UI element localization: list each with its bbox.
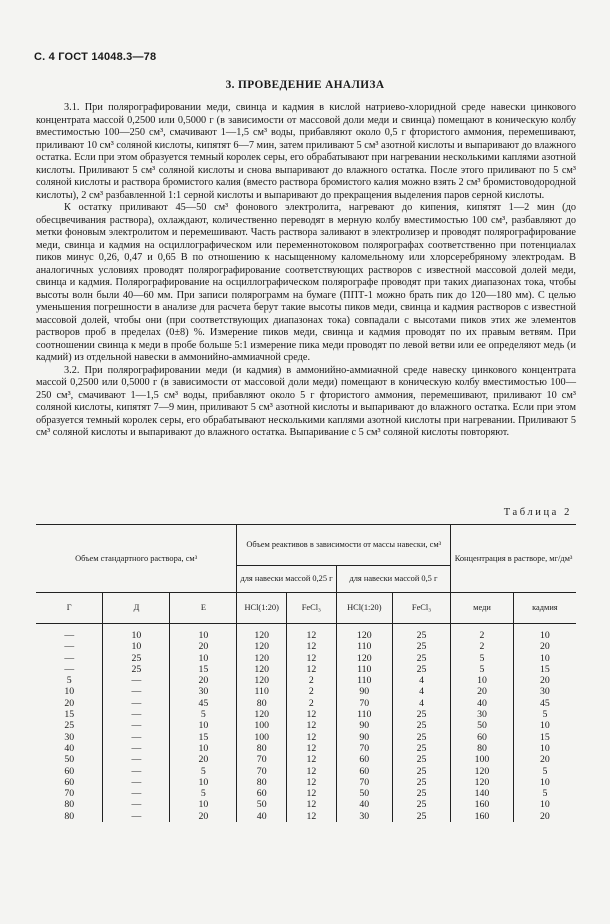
- table-cell: 70: [237, 766, 287, 777]
- table-cell: 80: [451, 743, 514, 754]
- table-cell: 50: [64, 754, 75, 766]
- table-cell: 10: [64, 686, 75, 698]
- table-cell: 120: [237, 641, 287, 652]
- table-cell: 140: [451, 788, 514, 799]
- table-cell: —: [64, 663, 75, 675]
- table-cell: 100: [237, 720, 287, 731]
- table-row: [36, 788, 576, 799]
- table-row: [36, 664, 576, 675]
- table-cell: 25: [392, 799, 450, 810]
- table-cell: 25: [392, 653, 450, 664]
- table-cell: 25: [392, 777, 450, 788]
- table-cell: 5: [170, 766, 237, 777]
- table-cell: 60: [64, 765, 75, 777]
- table-cell: 12: [287, 811, 337, 822]
- table-cell: 20: [170, 754, 237, 765]
- table-cell: 40: [336, 799, 392, 810]
- table-cell: 25: [392, 624, 450, 642]
- table-cell: —: [103, 777, 170, 788]
- table-cell: 160: [451, 811, 514, 822]
- table-cell: 120: [451, 777, 514, 788]
- table-cell: 40: [451, 698, 514, 709]
- table-cell: 10: [513, 799, 576, 810]
- table-cell: 12: [287, 799, 337, 810]
- table-cell: 10: [513, 743, 576, 754]
- table-cell: 30: [451, 709, 514, 720]
- table-cell: 25: [103, 653, 170, 664]
- table-cell: 5: [513, 788, 576, 799]
- table-row: [36, 698, 576, 709]
- table-row: [36, 675, 576, 686]
- col-header: HCl(1:20): [336, 593, 392, 624]
- table-cell: —: [103, 698, 170, 709]
- table-cell: 10: [103, 641, 170, 652]
- table-cell: 12: [287, 664, 337, 675]
- table-cell: 12: [287, 766, 337, 777]
- table-cell: —: [103, 811, 170, 822]
- table-cell: —: [103, 754, 170, 765]
- table-cell: 80: [237, 743, 287, 754]
- table-cell: 12: [287, 641, 337, 652]
- table-cell: 12: [287, 732, 337, 743]
- table-cell: 12: [287, 743, 337, 754]
- table-cell: 2: [287, 686, 337, 697]
- table-cell: —: [103, 709, 170, 720]
- table-cell: 45: [170, 698, 237, 709]
- table-cell: 70: [336, 777, 392, 788]
- paragraph: 3.2. При полярографировании меди (и кадмия) в аммонийно-аммиачной среде навеску цинкового концентрата массой 0,2500 или 0,5000 г (в зависимости от массовой доли меди) помещают в коническую колбу вместимостью 100—250 см³, смачивают 1—1,5 см³ воды, прибавляют около 5 г фтористого аммония, перемешивают, приливают 10 см³ соляной кислоты, кипятят 7—9 мин, приливают 5 см³ азотной кислоты и выпаривают до влажного остатка. Если при этом образуется темный королек серы, его обрабатывают несколькими каплями азотной кислоты при нагревании. Приливают 5 см³ соляной кислоты и выпаривают до влажного остатка. Выпаривание с 5 см³ соляной кислоты повторяют.: [36, 364, 576, 438]
- header-sample-025: для навески массой 0,25 г: [237, 566, 336, 593]
- table-cell: 70: [336, 743, 392, 754]
- table-cell: 12: [287, 653, 337, 664]
- header-concentration: Концентрация в растворе, мг/дм³: [451, 525, 576, 593]
- header-sample-05: для навески массой 0,5 г: [336, 566, 450, 593]
- table-cell: 120: [237, 653, 287, 664]
- table-cell: 10: [513, 653, 576, 664]
- table-cell: 12: [287, 624, 337, 642]
- table-cell: 10: [451, 675, 514, 686]
- table-cell: 50: [237, 799, 287, 810]
- table-cell: 20: [64, 697, 75, 709]
- table-cell: 60: [237, 788, 287, 799]
- table-cell: 110: [336, 641, 392, 652]
- table-row: [36, 686, 576, 697]
- table-cell: —: [103, 799, 170, 810]
- table-cell: 2: [287, 698, 337, 709]
- table-cell: 2: [287, 675, 337, 686]
- table-cell: 15: [170, 732, 237, 743]
- data-table: [36, 524, 576, 822]
- table-cell: 25: [103, 664, 170, 675]
- table-cell: 30: [64, 731, 75, 743]
- col-header: Д: [103, 593, 170, 624]
- table-cell: 20: [170, 811, 237, 822]
- table-row: [36, 811, 576, 822]
- table-cell: 25: [392, 641, 450, 652]
- table-cell: 10: [513, 777, 576, 788]
- table-cell: 120: [237, 624, 287, 642]
- table-cell: 10: [170, 743, 237, 754]
- page-header: С. 4 ГОСТ 14048.3—78: [34, 51, 157, 63]
- table-cell: 80: [237, 777, 287, 788]
- table-cell: —: [64, 641, 75, 653]
- table-cell: 20: [170, 675, 237, 686]
- table-cell: 25: [392, 766, 450, 777]
- table-cell: 110: [237, 686, 287, 697]
- table-cell: 25: [392, 720, 450, 731]
- table-row: [36, 641, 576, 652]
- table-cell: 20: [513, 641, 576, 652]
- table-cell: 10: [170, 653, 237, 664]
- table-body: [36, 624, 576, 823]
- table-row: [36, 709, 576, 720]
- table-cell: 30: [513, 686, 576, 697]
- table-row: [36, 799, 576, 810]
- table-row: [36, 653, 576, 664]
- table-cell: 5: [513, 766, 576, 777]
- table-cell: —: [103, 743, 170, 754]
- table-cell: 5: [451, 653, 514, 664]
- table-cell: 60: [336, 766, 392, 777]
- table-cell: 25: [392, 664, 450, 675]
- table-cell: 10: [170, 777, 237, 788]
- table-cell: 160: [451, 799, 514, 810]
- table-cell: 2: [451, 641, 514, 652]
- table-cell: 10: [513, 720, 576, 731]
- table-cell: 70: [237, 754, 287, 765]
- col-header: Г: [66, 603, 72, 612]
- table-cell: 2: [451, 624, 514, 642]
- table-cell: 60: [451, 732, 514, 743]
- table-row: [36, 624, 576, 642]
- table-cell: 90: [336, 732, 392, 743]
- table-cell: —: [103, 732, 170, 743]
- table-cell: 10: [103, 624, 170, 642]
- table-cell: —: [64, 630, 75, 641]
- table-cell: 12: [287, 777, 337, 788]
- table-row: [36, 777, 576, 788]
- table-cell: 110: [336, 675, 392, 686]
- table-cell: 15: [513, 732, 576, 743]
- table-cell: 12: [287, 720, 337, 731]
- section-title: 3. ПРОВЕДЕНИЕ АНАЛИЗА: [225, 79, 385, 91]
- table-cell: —: [103, 766, 170, 777]
- table-cell: 25: [392, 754, 450, 765]
- table-cell: 15: [513, 664, 576, 675]
- table-cell: 10: [170, 720, 237, 731]
- table-cell: 90: [336, 686, 392, 697]
- table-cell: 20: [170, 641, 237, 652]
- table-cell: 5: [66, 675, 72, 687]
- table-cell: 25: [392, 788, 450, 799]
- table-cell: 80: [64, 810, 75, 822]
- table-cell: 30: [170, 686, 237, 697]
- table-cell: 60: [64, 776, 75, 788]
- table-cell: 25: [392, 732, 450, 743]
- table-cell: 100: [451, 754, 514, 765]
- table-cell: 12: [287, 788, 337, 799]
- table-cell: 5: [451, 664, 514, 675]
- table-cell: —: [103, 720, 170, 731]
- table-cell: 120: [237, 675, 287, 686]
- table-cell: 25: [392, 743, 450, 754]
- table-cell: 100: [237, 732, 287, 743]
- table-cell: 12: [287, 709, 337, 720]
- table-cell: 50: [336, 788, 392, 799]
- table-cell: 25: [392, 811, 450, 822]
- table-cell: 70: [336, 698, 392, 709]
- table-cell: 5: [170, 788, 237, 799]
- table-row: [36, 754, 576, 765]
- table-cell: 20: [513, 675, 576, 686]
- table-cell: 120: [237, 709, 287, 720]
- table-cell: 10: [170, 799, 237, 810]
- table-cell: 80: [64, 799, 75, 811]
- table-cell: 110: [336, 709, 392, 720]
- col-header: FeCl₃: [392, 593, 450, 624]
- table-caption: Таблица 2: [503, 507, 572, 518]
- table-cell: 12: [287, 754, 337, 765]
- table-cell: 4: [392, 686, 450, 697]
- header-reagent-volume: Объем реактивов в зависимости от массы навески, см³: [237, 525, 451, 566]
- table-cell: 30: [336, 811, 392, 822]
- table-row: [36, 766, 576, 777]
- table-cell: 110: [336, 664, 392, 675]
- table-cell: —: [64, 652, 75, 664]
- header-standard-volume: Объем стандартного раствора, см³: [36, 525, 237, 593]
- col-header: FeCl₃: [287, 593, 337, 624]
- table-cell: —: [103, 788, 170, 799]
- col-header: Е: [170, 593, 237, 624]
- table-cell: 40: [64, 742, 75, 754]
- table-cell: 25: [392, 709, 450, 720]
- table-cell: 10: [170, 624, 237, 642]
- table-cell: 20: [451, 686, 514, 697]
- table-cell: 15: [170, 664, 237, 675]
- table-cell: 50: [451, 720, 514, 731]
- body-text: [36, 102, 576, 440]
- table-cell: 10: [513, 624, 576, 642]
- table-cell: 25: [64, 720, 75, 732]
- table-cell: 5: [513, 709, 576, 720]
- table-cell: 4: [392, 698, 450, 709]
- paragraph: 3.1. При полярографировании меди, свинца и кадмия в кислой натриево-хлоридной среде навески цинкового концентрата массой 0,2500 или 0,5000 г (в зависимости от массовой доли меди и свинца) помещают в коническую колбу вместимостью 100—250 см³, смачивают 1—1,5 см³ воды, прибавляют около 0,5 г фтористого аммония, перемешивают, приливают 10 см³ соляной кислоты, кипятят 6—7 мин, затем приливают 5 см³ азотной кислоты и выпаривают до влажного остатка. Если при этом образуется темный королек серы, его обрабатывают при нагревании несколькими каплями азотной кислоты. Приливают 5 см³ соляной кислоты и снова выпаривают до влажного остатка. После этого приливают по 5 см³ соляной кислоты и раствора бромистого калия (вместо раствора бромистого калия можно взять 2 см³ бромистоводородной кислоты), 2 см³ разбавленной 1:1 серной кислоты и выпаривают до прекращения выделения паров серной кислоты.: [36, 102, 576, 201]
- table-cell: 70: [64, 788, 75, 800]
- col-header: HCl(1:20): [237, 593, 287, 624]
- table-cell: 120: [237, 664, 287, 675]
- table-cell: —: [103, 675, 170, 686]
- table-cell: 90: [336, 720, 392, 731]
- table-cell: 20: [513, 811, 576, 822]
- table-cell: 5: [170, 709, 237, 720]
- table-cell: 45: [513, 698, 576, 709]
- col-header: меди: [451, 593, 514, 624]
- table-cell: 20: [513, 754, 576, 765]
- table-row: [36, 720, 576, 731]
- table-cell: 60: [336, 754, 392, 765]
- table-cell: 120: [336, 624, 392, 642]
- paragraph: К остатку приливают 45—50 см³ фонового электролита, нагревают до кипения, кипятят 1—2 мин (до обесцвечивания раствора), охлаждают, количественно переводят в мерную колбу вместимостью 100 см³, разбавляют до метки фоновым электролитом и перемешивают. Часть раствора заливают в электролизер и проводят полярографирование меди, свинца и кадмия на осциллографическом или переменнотоковом полярографах соответственно при потенциалах пиков минус 0,26, 0,47 и 0,65 В по отношению к насыщенному каломельному или хлорсеребряному электродам. В аналогичных условиях проводят полярографирование соответствующих растворов с известной массовой долей меди, свинца и кадмия. Полярографирование на осциллографическом полярографе проводят при таких диапазонах тока, чтобы высоты волн были 40—60 мм. При записи полярограмм на бумаге (ППТ-1 можно брать пик до 120—180 мм). С целью уменьшения погрешности в анализе для расчета берут такие высоты пиков меди, свинца и кадмия растворов с известной массовой долей, чтобы они (при соответствующих диапазонах тока) совпадали с высотами пиков этих же элементов растворов проб в пределах (0±8) %. Измерение пиков меди, свинца и кадмия проводят по их правым ветвям. При соотношении свинца к меди в пробе больше 5:1 измерение пика меди проводят по левой ветви или ее определяют медь (и кадмий) из отдельной навески в аммонийно-аммиачной среде.: [36, 202, 576, 363]
- table-cell: 120: [451, 766, 514, 777]
- table-cell: 4: [392, 675, 450, 686]
- table-cell: 15: [64, 709, 75, 721]
- table-cell: 120: [336, 653, 392, 664]
- table-cell: 80: [237, 698, 287, 709]
- table-cell: 40: [237, 811, 287, 822]
- table-cell: —: [103, 686, 170, 697]
- col-header: кадмия: [513, 593, 576, 624]
- table-row: [36, 743, 576, 754]
- table-row: [36, 732, 576, 743]
